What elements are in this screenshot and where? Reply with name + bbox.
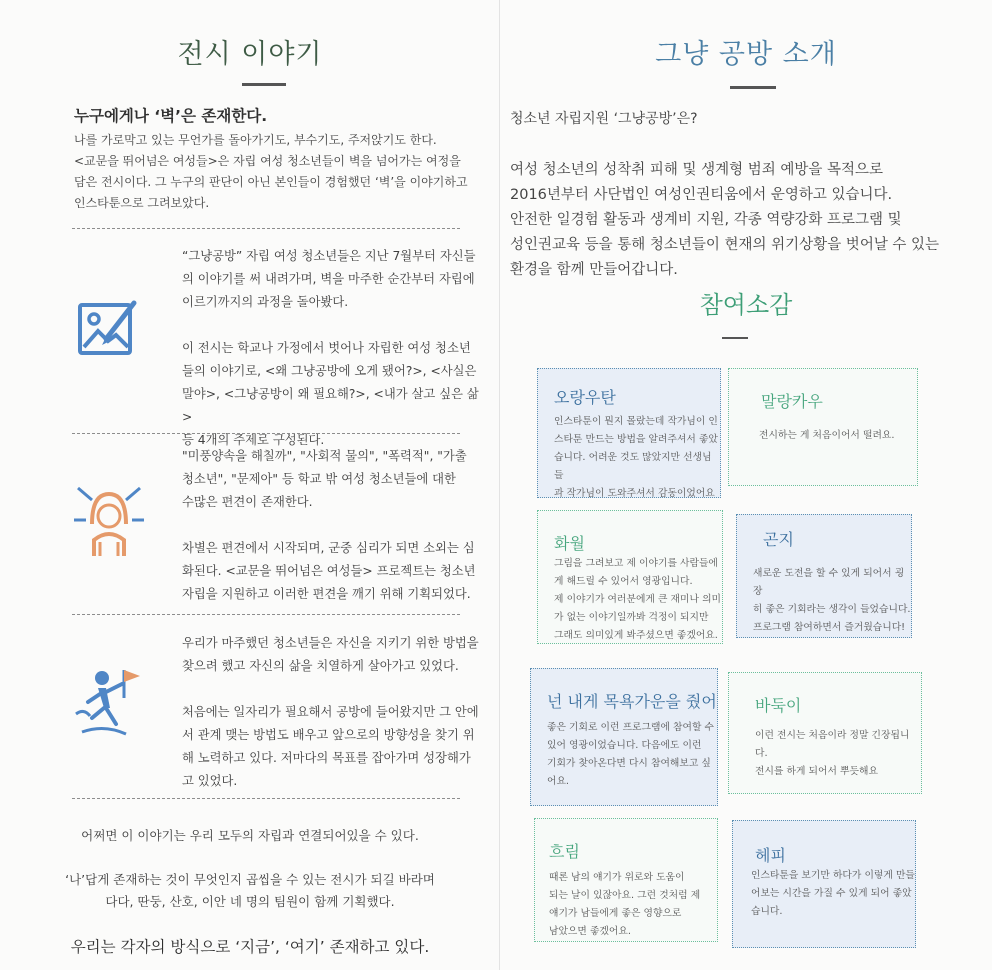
participant-name: 말랑카우 (761, 392, 823, 411)
section-divider (72, 614, 460, 615)
workshop-question: 청소년 자립지원 ‘그냥공방’은? (510, 111, 698, 127)
left-title-underline (242, 83, 286, 86)
feedback-card (534, 818, 718, 942)
participant-name: 화월 (554, 534, 585, 553)
participant-name: 흐림 (549, 842, 580, 861)
feedback-card (537, 510, 723, 644)
right-title: 그냥 공방 소개 (655, 39, 837, 70)
outro-line-2: ‘나’답게 존재하는 것이 무엇인지 곱씹을 수 있는 전시가 되길 바라며 (65, 872, 435, 887)
story-block-1: “그냥공방” 자립 여성 청소년들은 지난 7월부터 자신들 의 이야기를 써 내려가며, 벽을 마주한 순간부터 자립에 이르기까지의 과정을 돌아봤다. 이 전시는 학교나 가정에서 벗어나 자립한 여성 청소년 들의 이야기로, <왜 그냥공방에 오게 됐어?>, <사실은 말야>, <그냥공방이 왜 필요해?>, <내가 살고 싶은 삶> 등 4개의 주제로 구성된다. (182, 249, 479, 447)
intro-body: 나를 가로막고 있는 무언가를 돌아가기도, 부수기도, 주저앉기도 한다. <교문을 뛰어넘은 여성들>은 자립 여성 청소년들이 벽을 넘어가는 여정을 담은 전시이다. 그 누구의 판단이 아닌 본인들이 경험했던 ‘벽’을 이야기하고 인스타툰으로 그려보았다. (74, 133, 468, 210)
left-title: 전시 이야기 (177, 39, 323, 70)
drawing-icon (76, 295, 140, 365)
participant-comment: 전시하는 게 처음이어서 떨려요. (759, 430, 895, 441)
participant-comment: 그림을 그려보고 제 이야기를 사람들에 게 해드릴 수 있어서 영광입니다. 제 이야기가 여러분에게 큰 재미나 의미 가 없는 이야기일까봐 걱정이 되지만 그래도 의미있게 봐주셨으면 좋겠어요. (554, 558, 721, 641)
participant-name: 바둑이 (755, 696, 802, 715)
participant-comment: 좋은 기회로 이런 프로그램에 참여할 수 있어 영광이었습니다. 다음에도 이런 기회가 찾아온다면 다시 참여해보고 싶 어요. (547, 722, 714, 787)
section-divider (72, 228, 460, 229)
running-flag-icon (74, 668, 150, 744)
section-divider (72, 433, 460, 434)
participant-name: 넌 내게 목욕가운을 줬어 (547, 692, 717, 711)
feedback-card (728, 368, 918, 486)
feedback-card (736, 514, 912, 638)
participant-comment: 이런 전시는 처음이라 정말 긴장됩니다. 전시를 하게 되어서 뿌듯해요 (755, 730, 910, 777)
section-divider (72, 798, 460, 799)
story-block-3: 우리가 마주했던 청소년들은 자신을 지키기 위한 방법을 찾으려 했고 자신의 삶을 치열하게 살아가고 있었다. 처음에는 일자리가 필요해서 공방에 들어왔지만 그 안에 서 관계 맺는 방법도 배우고 앞으로의 방향성을 찾기 위 해 노력하고 있다. 저마다의 목표를 잡아가며 성장해가 고 있었다. (182, 636, 479, 788)
participant-comment: 때론 남의 얘기가 위로와 도움이 되는 날이 있잖아요. 그런 것처럼 제 얘기가 남들에게 좋은 영향으로 남았으면 좋겠어요. (549, 872, 701, 937)
participant-comment: 인스타툰을 보기만 하다가 이렇게 만들 어보는 시간을 가질 수 있게 되어 좋았 습니다. (751, 870, 915, 917)
workshop-intro-column (500, 0, 992, 970)
participant-comment: 인스타툰이 뭔지 몰랐는데 작가님이 인 스타툰 만드는 방법을 알려주셔서 좋았 습니다. 어려운 것도 많았지만 선생님들 과 작가님이 도와주셔서 감동이었어요 (554, 416, 718, 499)
feedback-card (537, 368, 721, 498)
story-block-2: "미풍양속을 해칠까", "사회적 물의", "폭력적", "가출 청소년", "문제아" 등 학교 밖 여성 청소년들에 대한 수많은 편견이 존재한다. 차별은 편견에서 시작되며, 군중 심리가 되면 소외는 심 화된다. <교문을 뛰어넘은 여성들> 프로젝트는 청소년 자립을 지원하고 이러한 편견을 깨기 위해 기획되었다. (182, 449, 476, 601)
participant-name: 오랑우탄 (554, 388, 616, 407)
feedback-card (530, 668, 718, 806)
feedback-card (732, 820, 916, 948)
participant-name: 헤피 (755, 846, 786, 865)
intro-heading: 누구에게나 ‘벽’은 존재한다. (74, 107, 268, 125)
participant-name: 곤지 (763, 530, 794, 549)
feedback-title-underline (722, 337, 748, 339)
right-title-underline (730, 86, 776, 89)
feedback-title: 참여소감 (699, 291, 793, 319)
outro-line-1: 어쩌면 이 이야기는 우리 모두의 자립과 연결되어있을 수 있다. (81, 828, 419, 843)
closing-statement: 우리는 각자의 방식으로 ‘지금’, ‘여기’ 존재하고 있다. (70, 938, 430, 956)
feedback-card (728, 672, 922, 794)
prejudice-icon (72, 484, 146, 566)
participant-comment: 새로운 도전을 할 수 있게 되어서 굉장 히 좋은 기회라는 생각이 들었습니다. 프로그램 참여하면서 즐거웠습니다! (753, 568, 911, 633)
workshop-description: 여성 청소년의 성착취 피해 및 생계형 범죄 예방을 목적으로 2016년부터 사단법인 여성인권티움에서 운영하고 있습니다. 안전한 일경험 활동과 생계비 지원, 각종 역량강화 프로그램 및 성인권교육 등을 통해 청소년들이 현재의 위기상황을 벗어날 수 있는 환경을 함께 만들어갑니다. (510, 162, 940, 278)
outro-line-3: 다다, 딴둥, 산호, 이안 네 명의 팀원이 함께 기획했다. (105, 894, 395, 909)
